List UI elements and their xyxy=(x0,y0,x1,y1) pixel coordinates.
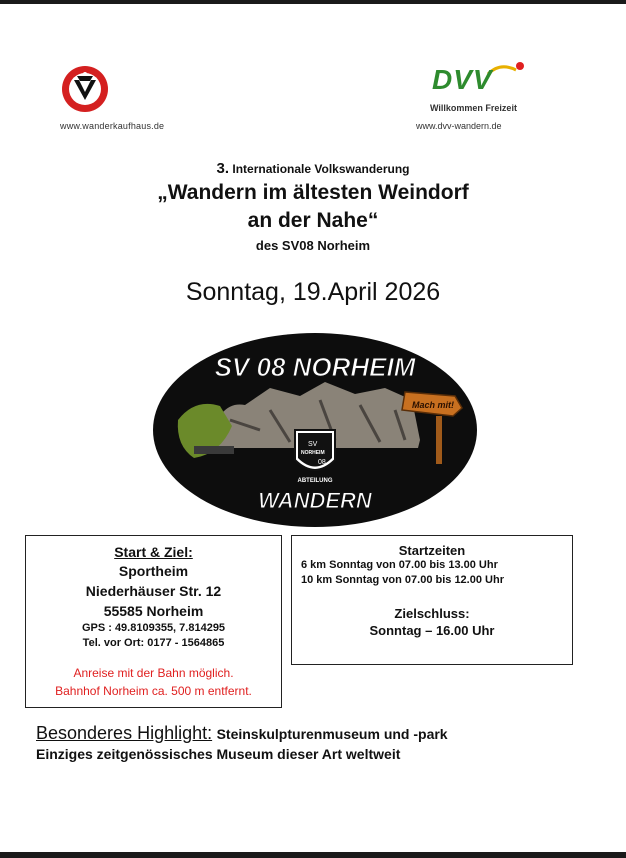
edition-heading xyxy=(0,160,626,177)
wanderkaufhaus-logo-icon xyxy=(60,64,110,114)
title-line1: „Wandern im ältesten Weindorf xyxy=(157,181,469,204)
dvv-tagline: Willkommen Freizeit xyxy=(430,103,517,113)
start-time-10km: 10 km Sonntag von 07.00 bis 12.00 Uhr xyxy=(301,574,504,586)
highlight-label: Besonderes Highlight: xyxy=(36,723,213,743)
badge-top: SV xyxy=(308,441,318,448)
start-time-6km: 6 km Sonntag von 07.00 bis 13.00 Uhr xyxy=(301,559,498,571)
badge-bottom: 08 xyxy=(318,459,326,466)
club-badge-icon xyxy=(295,430,335,470)
emblem-top-text: SV 08 NORHEIM xyxy=(214,352,416,382)
highlight-line xyxy=(36,723,448,744)
start-title: Start & Ziel: xyxy=(114,544,193,560)
club-emblem xyxy=(150,330,480,530)
dvv-logo-text: DVV xyxy=(432,64,493,95)
badge-middle: NORHEIM xyxy=(301,450,325,456)
emblem-dept-big: WANDERN xyxy=(258,488,372,513)
venue-name: Sportheim xyxy=(118,563,189,579)
title-line2: an der Nahe“ xyxy=(247,209,379,232)
rail-note-2: Bahnhof Norheim ca. 500 m entfernt. xyxy=(55,684,252,698)
highlight-text: Steinskulpturenmuseum und -park xyxy=(216,726,448,742)
highlight-line2: Einziges zeitgenössisches Museum dieser Art weltweit xyxy=(36,746,401,762)
bottom-border xyxy=(0,852,626,858)
gps-coordinates: GPS : 49.8109355, 7.814295 xyxy=(81,622,226,634)
edition-number: 3. xyxy=(216,160,230,177)
start-times-title: Startzeiten xyxy=(398,543,466,558)
venue-street: Niederhäuser Str. 12 xyxy=(85,583,222,599)
left-url: www.wanderkaufhaus.de xyxy=(60,121,165,131)
closing-title: Zielschluss: xyxy=(394,606,470,621)
closing-time: Sonntag – 16.00 Uhr xyxy=(369,623,495,638)
rail-note-1: Anreise mit der Bahn möglich. xyxy=(73,666,234,680)
emblem-dept-small: ABTEILUNG xyxy=(297,478,333,484)
right-url: www.dvv-wandern.de xyxy=(416,121,502,131)
club-line: des SV08 Norheim xyxy=(255,238,371,253)
edition-text: Internationale Volkswanderung xyxy=(232,162,410,176)
sign-text: Mach mit! xyxy=(412,400,455,410)
start-times-box xyxy=(291,535,573,665)
venue-city: 55585 Norheim xyxy=(103,603,204,619)
top-border xyxy=(0,0,626,4)
phone-number: Tel. vor Ort: 0177 - 1564865 xyxy=(82,637,225,649)
event-date: Sonntag, 19.April 2026 xyxy=(185,278,441,306)
start-info-box xyxy=(25,535,282,708)
